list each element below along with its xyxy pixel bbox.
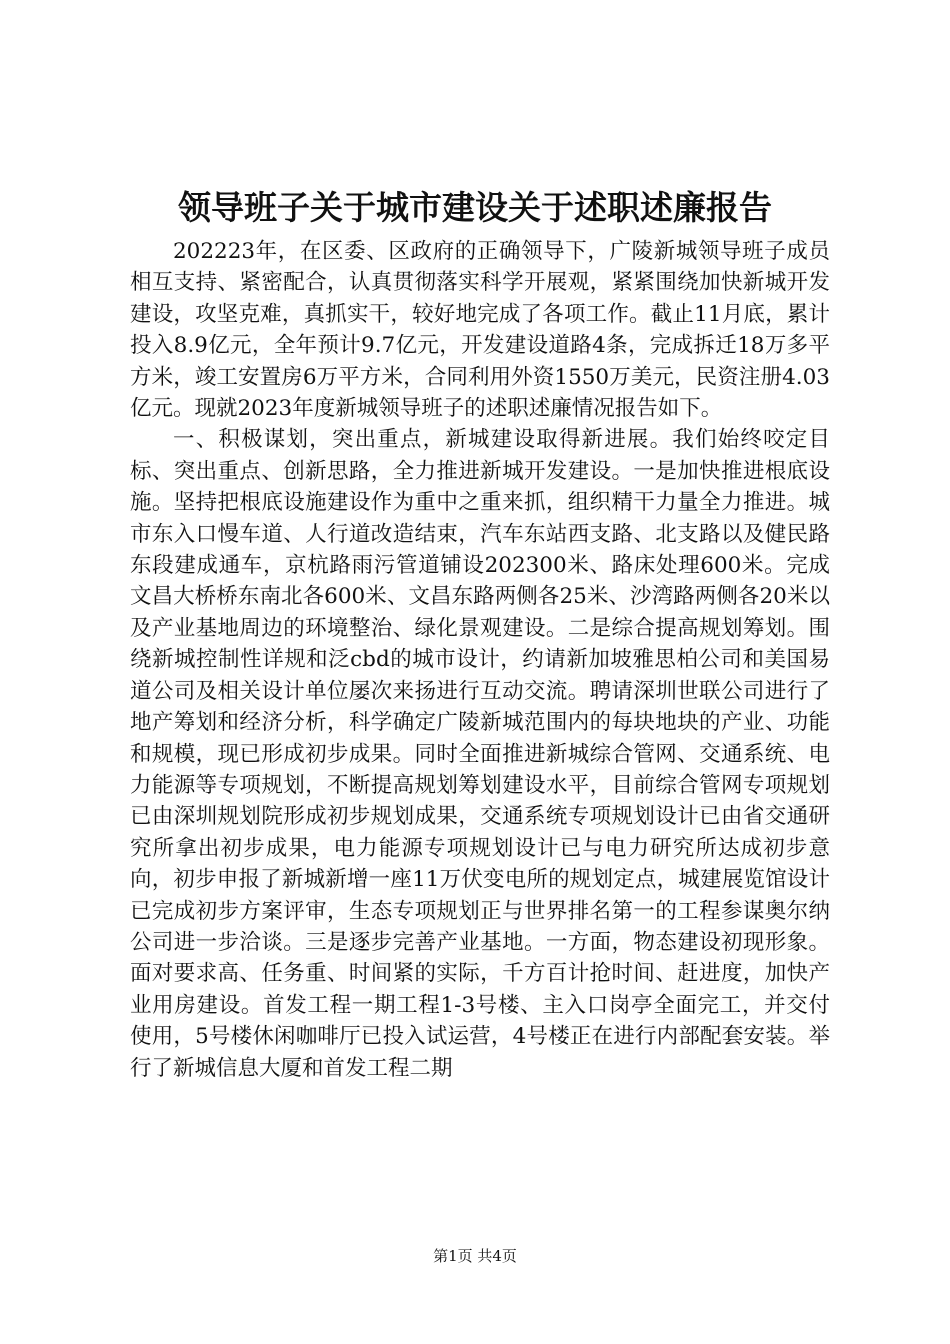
paragraph-section-1: 一、积极谋划，突出重点，新城建设取得新进展。我们始终咬定目标、突出重点、创新思路，全力推进新城开发建设。一是加快推进根底设施。坚持把根底设施建设作为重中之重来抓，组织精干力量全力推进。城市东入口慢车道、人行道改造结束，汽车东站西支路、北支路以及健民路东段建成通车，京杭路雨污管道铺设202300米、路床处理600米。完成文昌大桥桥东南北各600米、文昌东路两侧各25米、沙湾路两侧各20米以及产业基地周边的环境整治、绿化景观建设。二是综合提高规划筹划。围绕新城控制性详规和泛cbd的城市设计，约请新加坡雅思柏公司和美国易道公司及相关设计单位屡次来扬进行互动交流。聘请深圳世联公司进行了地产筹划和经济分析，科学确定广陵新城范围内的每块地块的产业、功能和规模，现已形成初步成果。同时全面推进新城综合管网、交通系统、电力能源等专项规划，不断提高规划筹划建设水平，目前综合管网专项规划已由深圳规划院形成初步规划成果，交通系统专项规划设计已由省交通研究所拿出初步成果，电力能源专项规划设计已与电力研究所达成初步意向，初步申报了新城新增一座11万伏变电所的规划定点，城建展览馆设计已完成初步方案评审，生态专项规划正与世界排名第一的工程参谋奥尔纳公司进一步洽谈。三是逐步完善产业基地。一方面，物态建设初现形象。面对要求高、任务重、时间紧的实际，千方百计抢时间、赶进度，加快产业用房建设。首发工程一期工程1-3号楼、主入口岗亭全面完工，并交付使用，5号楼休闲咖啡厅已投入试运营，4号楼正在进行内部配套安装。举行了新城信息大厦和首发工程二期 xyxy=(130,427,830,1081)
paragraph-intro: 202223年，在区委、区政府的正确领导下，广陵新城领导班子成员相互支持、紧密配合，认真贯彻落实科学开展观，紧紧围绕加快新城开发建设，攻坚克难，真抓实干，较好地完成了各项工作。截止11月底，累计投入8.9亿元，全年预计9.7亿元，开发建设道路4条，完成拆迁18万多平方米，竣工安置房6万平方米，合同利用外资1550万美元，民资注册4.03亿元。现就2023年度新城领导班子的述职述廉情况报告如下。 xyxy=(130,239,830,422)
document-body xyxy=(130,236,830,1084)
document-title: 领导班子关于城市建设关于述职述廉报告 xyxy=(178,188,772,227)
page-footer: 第1页 共4页 xyxy=(433,1247,517,1265)
